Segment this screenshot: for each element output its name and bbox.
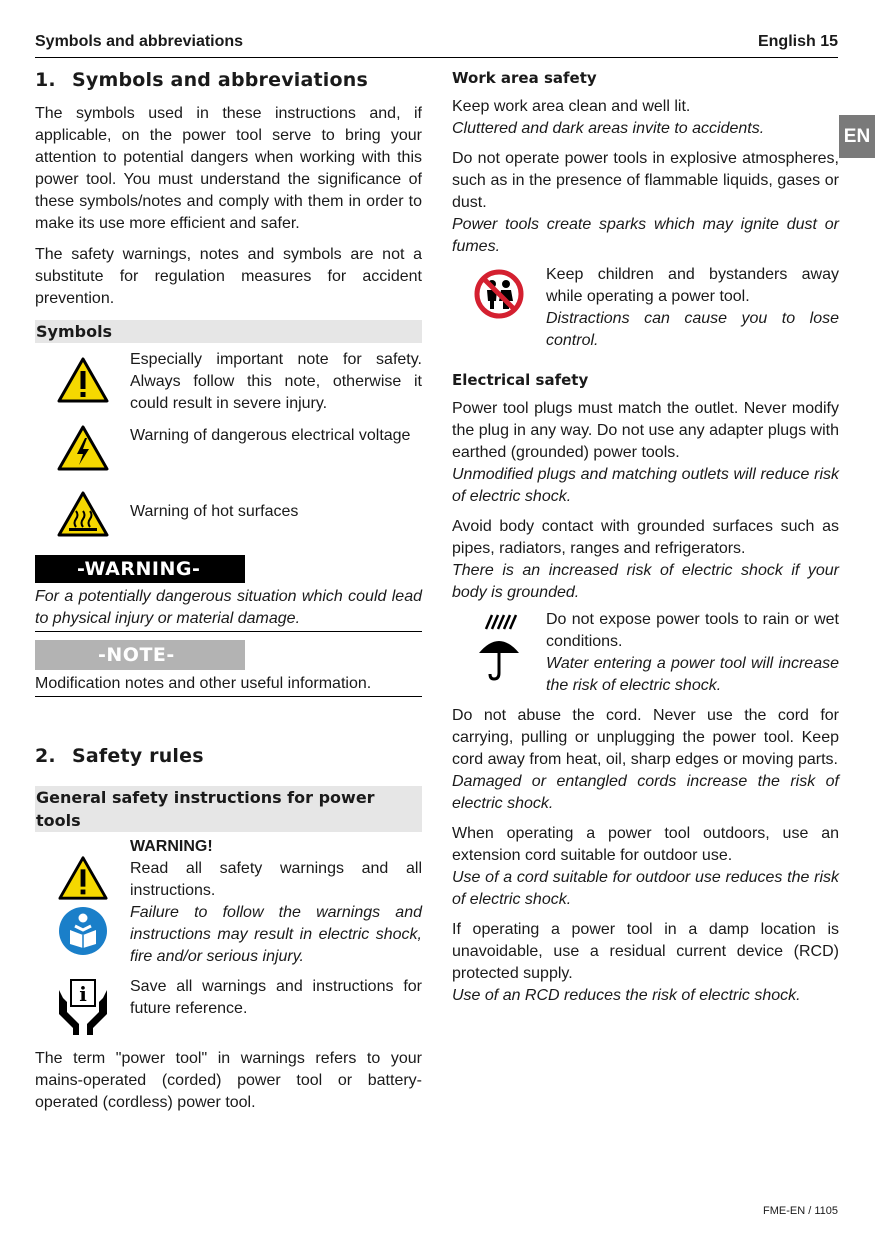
note-description: Modification notes and other useful information.: [35, 675, 372, 692]
warning-label: -WARNING-: [35, 555, 245, 583]
section-1-title: 1. Symbols and abbreviations: [35, 69, 369, 91]
electrical-rule-2: Avoid body contact with grounded surfaces such as pipes, radiators, ranges and refrigerators.: [452, 518, 839, 557]
warning-description: For a potentially dangerous situation which could lead to physical injury or material damage.: [35, 588, 422, 627]
substitute-paragraph: The safety warnings, notes and symbols are not a substitute for regulation measures for accident prevention.: [35, 246, 422, 307]
electrical-rule-5-reason: Use of a cord suitable for outdoor use reduces the risk of electric shock.: [452, 869, 839, 908]
work-area-heading: Work area safety: [452, 69, 597, 87]
note-label: -NOTE-: [35, 640, 245, 670]
rain-row: [452, 609, 839, 697]
children-away-row: [452, 264, 839, 352]
symbol-row-warning: [35, 349, 422, 415]
work-area-rule-3: Keep children and bystanders away while operating a power tool.: [546, 266, 839, 305]
document-code: FME-EN / 1105: [763, 1205, 838, 1217]
warning-title: WARNING!: [130, 838, 213, 855]
running-header-page: English 15: [757, 33, 838, 50]
save-instructions-text: Save all warnings and instructions for future reference.: [130, 978, 422, 1017]
symbol-electric-text: Warning of dangerous electrical voltage: [130, 427, 411, 444]
warning-triangle-icon: [58, 855, 108, 901]
electrical-rule-4: Do not abuse the cord. Never use the cord for carrying, pulling or unplugging the power tool. Keep cord away from heat, oil, sharp edges or moving parts.: [452, 707, 839, 768]
save-instructions-icon: [55, 978, 111, 1036]
power-tool-term-paragraph: The term "power tool" in warnings refers to your mains-operated (corded) power tool or battery-operated (cordless) power tool.: [35, 1050, 422, 1111]
electrical-rule-4-reason: Damaged or entangled cords increase the risk of electric shock.: [452, 773, 839, 812]
general-safety-heading: General safety instructions for power tools: [35, 786, 422, 832]
language-tab: EN: [839, 115, 875, 158]
running-header-section: Symbols and abbreviations: [35, 33, 244, 50]
work-area-rule-3-reason: Distractions can cause you to lose control.: [546, 310, 839, 349]
hot-surface-icon: [57, 491, 109, 537]
warning-triangle-icon: [57, 357, 109, 403]
electrical-rule-5: When operating a power tool outdoors, use an extension cord suitable for outdoor use.: [452, 825, 839, 864]
header-rule: [35, 57, 838, 58]
symbol-hot-text: Warning of hot surfaces: [130, 503, 299, 520]
read-instructions-row: [35, 836, 422, 968]
save-instructions-row: [35, 976, 422, 1036]
work-area-rule-2-reason: Power tools create sparks which may ignite dust or fumes.: [452, 216, 839, 255]
failure-consequence-text: Failure to follow the warnings and instructions may result in electric shock, fire and/or serious injury.: [130, 904, 422, 965]
electrical-rule-6-reason: Use of an RCD reduces the risk of electric shock.: [452, 987, 801, 1004]
symbols-heading: Symbols: [35, 320, 422, 343]
electrical-heading: Electrical safety: [452, 371, 589, 389]
electrical-rule-3: Do not expose power tools to rain or wet conditions.: [546, 611, 839, 650]
electrical-rule-1: Power tool plugs must match the outlet. Never modify the plug in any way. Do not use any adapter plugs with earthed (grounded) power tools.: [452, 400, 839, 461]
read-warnings-text: Read all safety warnings and all instructions.: [130, 860, 422, 899]
intro-paragraph: The symbols used in these instructions and, if applicable, on the power tool serve to bring your attention to potential dangers when working with this power tool. You must understand the significance of these symbols/notes and comply with them in order to make its use more efficient and safer.: [35, 105, 422, 232]
work-area-rule-1: Keep work area clean and well lit.: [452, 98, 691, 115]
read-manual-icon: [58, 906, 108, 956]
symbol-warning-text: Especially important note for safety. Always follow this note, otherwise it could result in severe injury.: [130, 351, 422, 412]
electrical-rule-2-reason: There is an increased risk of electric shock if your body is grounded.: [452, 562, 839, 601]
keep-children-away-icon: [474, 269, 524, 319]
symbol-row-hot: [35, 481, 422, 537]
rain-umbrella-icon: [476, 611, 522, 683]
symbol-row-electric: [35, 425, 422, 471]
right-column: [452, 66, 839, 1007]
electrical-rule-6: If operating a power tool in a damp location is unavoidable, use a residual current device (RCD) protected supply.: [452, 921, 839, 982]
electrical-rule-3-reason: Water entering a power tool will increase the risk of electric shock.: [546, 655, 839, 694]
note-rule: [35, 696, 422, 697]
high-voltage-icon: [57, 425, 109, 471]
work-area-rule-2: Do not operate power tools in explosive atmospheres, such as in the presence of flammable liquids, gases or dust.: [452, 150, 839, 211]
left-column: [35, 66, 422, 1114]
electrical-rule-1-reason: Unmodified plugs and matching outlets will reduce risk of electric shock.: [452, 466, 839, 505]
section-2-title: 2. Safety rules: [35, 745, 204, 767]
work-area-rule-1-reason: Cluttered and dark areas invite to accidents.: [452, 120, 765, 137]
warning-rule: [35, 631, 422, 632]
svg-text:i: i: [78, 982, 87, 1006]
